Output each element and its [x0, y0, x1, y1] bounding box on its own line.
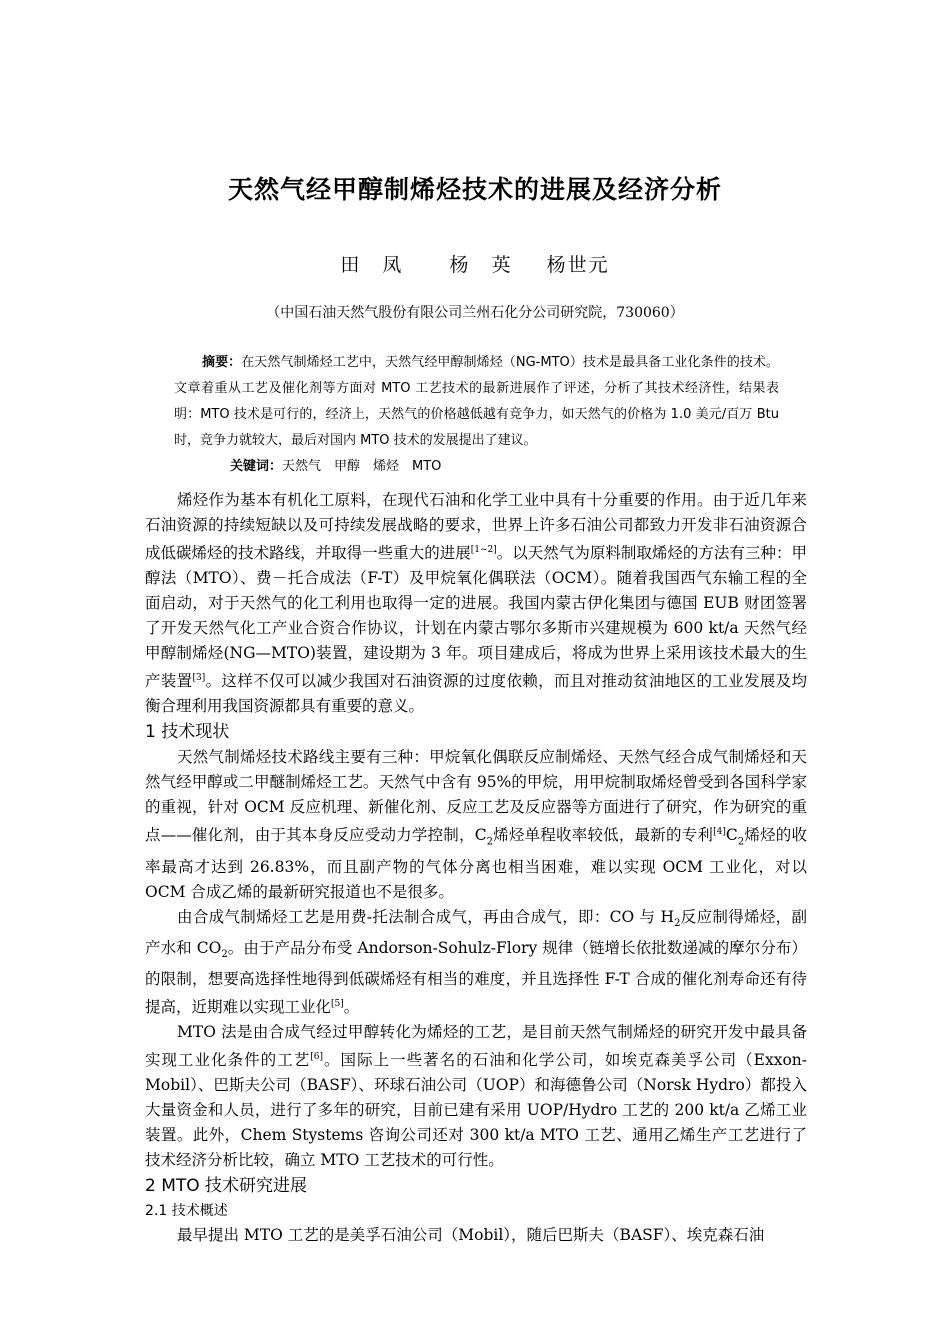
author-list: [0, 250, 950, 277]
citation: [5]: [331, 998, 344, 1009]
paragraph: MTO 法是由合成气经过甲醇转化为烯烃的工艺，是目前天然气制烯烃的研究开发中最具备实现工业化条件的工艺[6]。国际上一些著名的石油和化学公司，如埃克森美孚公司（Exxon-Mobil）、巴斯夫公司（BASF）、环球石油公司（UOP）和海德鲁公司（Norsk Hydro）都投入大量资金和人员，进行了多年的研究，目前已建有采用 UOP/Hydro 工艺的 200 kt/a 乙烯工业装置。此外，Chem Stystems 咨询公司还对 300 kt/a MTO 工艺、通用乙烯生产工艺进行了技术经济分析比较，确立 MTO 工艺技术的可行性。: [145, 1022, 807, 1170]
abstract-label: 摘要：: [202, 355, 242, 370]
citation: [3]: [192, 673, 206, 684]
body-text: [145, 488, 807, 1248]
keywords: 关键词：天然气 甲醇 烯烃 MTO: [230, 459, 442, 474]
paragraph: 最早提出 MTO 工艺的是美孚石油公司（Mobil），随后巴斯夫（BASF）、埃克森石油: [177, 1226, 765, 1245]
affiliation: （中国石油天然气股份有限公司兰州石化分公司研究院，730060）: [266, 305, 684, 321]
paragraph: 天然气制烯烃技术路线主要有三种：甲烷氧化偶联反应制烯烃、天然气经合成气制烯烃和天然气经甲醇或二甲醚制烯烃工艺。天然气中含有 95%的甲烷，用甲烷制取烯烃曾受到各国科学家的重视，针对 OCM 反应机理、新催化剂、反应工艺及反应器等方面进行了研究，作为研究的重点——催化剂，由于其本身反应受动力学控制，$C_2$烯烃单程收率较低，最新的专利$[4]C_2$烯烃的收率最高才达到 26.83%，而且副产物的气体分离也相当困难，难以实现 OCM 工业化，对以 OCM 合成乙烯的最新研究报道也不是很多。: [145, 748, 807, 901]
section-heading: 1 技术现状: [145, 722, 230, 743]
abstract-text: 摘要：在天然气制烯烃工艺中，天然气经甲醇制烯烃（NG-MTO）技术是最具备工业化条件的技术。文章着重从工艺及催化剂等方面对 MTO 工艺技术的最新进展作了评述，分析了其技术经济性，结果表明：MTO 技术是可行的，经济上，天然气的价格越低越有竞争力，如天然气的价格为 1.0 美元/百万 Btu 时，竞争力就较大，最后对国内 MTO 技术的发展提出了建议。: [174, 355, 779, 448]
citation: [4]: [713, 827, 726, 838]
intro-paragraph: 烯烃作为基本有机化工原料，在现代石油和化学工业中具有十分重要的作用。由于近几年来石油资源的持续短缺以及可持续发展战略的要求，世界上许多石油公司都致力开发非石油资源合成低碳烯烃的技术路线，并取得一些重大的进展[1~2]。以天然气为原料制取烯烃的方法有三种：甲醇法（MTO）、费－托合成法（F-T）及甲烷氧化偶联法（OCM）。随着我国西气东输工程的全面启动，对于天然气的化工利用也取得一定的进展。我国内蒙古伊化集团与德国 EUB 财团签署了开发天然气化工产业合资合作协议，计划在内蒙古鄂尔多斯市兴建规模为 600 kt/a 天然气经甲醇制烯烃(NG—MTO)装置，建设期为 3 年。项目建成后，将成为世界上采用该技术最大的生产装置[3]。这样不仅可以减少我国对石油资源的过度依赖，而且对推动贫油地区的工业发展及均衡合理利用我国资源都具有重要的意义。: [145, 491, 807, 716]
paper-title: 天然气经甲醇制烯烃技术的进展及经济分析: [227, 175, 722, 204]
citation: [1~2]: [470, 545, 497, 555]
author: 田 凤: [340, 254, 404, 276]
paragraph: 由合成气制烯烃工艺是用费-托法制合成气，再由合成气，即：CO 与 $H_2$反应制得烯烃，副产水和 $CO_2$。由于产品分布受 Andorson-Sohulz-Flory 规律（链增长依批数递减的摩尔分布）的限制，想要高选择性地得到低碳烯烃有相当的难度，并且选择性 F-T 合成的催化剂寿命还有待提高，近期难以实现工业化[5]。: [145, 907, 807, 1016]
author: 杨 英: [449, 254, 513, 276]
abstract-block: [174, 350, 779, 480]
section-heading: 2 MTO 技术研究进展: [145, 1176, 308, 1197]
keywords-label: 关键词：: [230, 459, 283, 474]
author: 杨世元: [546, 254, 610, 276]
citation: [6]: [310, 1051, 323, 1062]
subsection-heading: 2.1 技术概述: [145, 1203, 228, 1220]
